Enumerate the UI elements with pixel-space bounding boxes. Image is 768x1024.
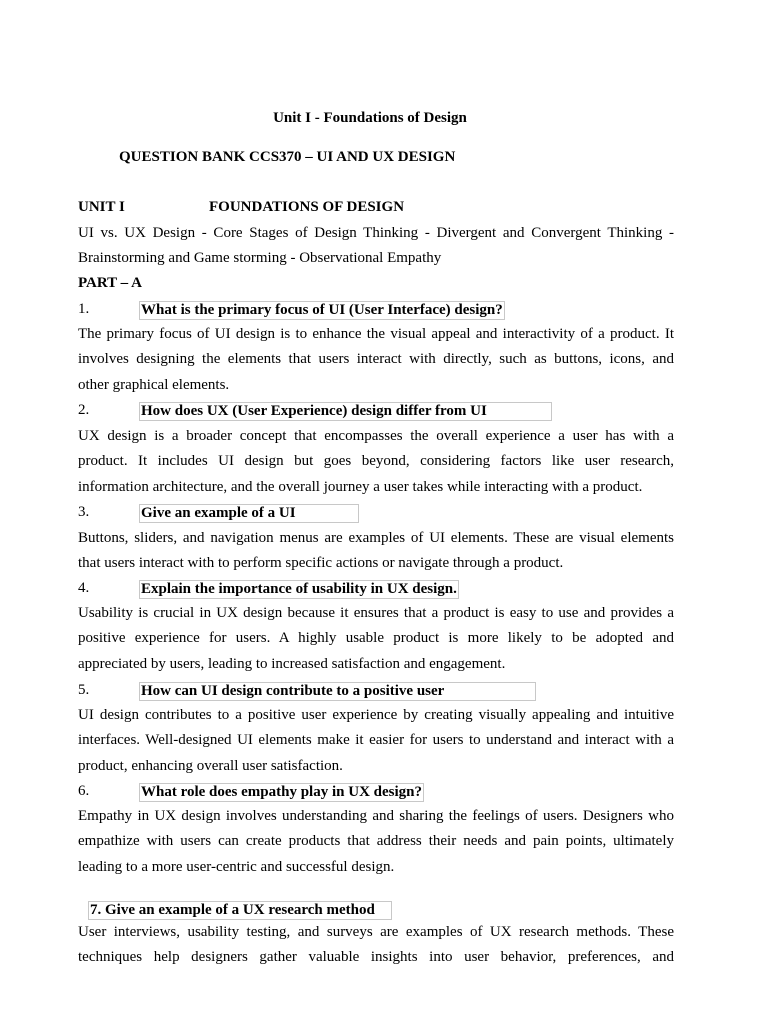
answer-paragraph xyxy=(78,920,674,971)
answer-line: Empathy in UX design involves understanding and sharing the feelings of users. Designers who xyxy=(78,808,674,824)
question-number: 1. xyxy=(78,301,90,317)
answer-paragraph xyxy=(78,601,674,677)
answer-line: positive experience for users. A highly usable product is more likely to be adopted and xyxy=(78,630,674,647)
document-title: Unit I - Foundations of Design xyxy=(273,110,467,126)
unit-name: FOUNDATIONS OF DESIGN xyxy=(209,199,405,215)
answer-line: appreciated by users, leading to increased satisfaction and engagement. xyxy=(78,655,506,672)
question-number: 2. xyxy=(78,402,90,418)
answer-line: interfaces. Well-designed UI elements make it easier for users to understand and interact with a xyxy=(78,732,674,749)
answer-line: Usability is crucial in UX design because it ensures that a product is easy to use and provides a xyxy=(78,605,674,621)
question-item-7 xyxy=(88,901,392,920)
answer-line: User interviews, usability testing, and surveys are examples of UX research methods. These xyxy=(78,924,674,940)
question-number: 7. xyxy=(90,902,102,918)
answer-line: The primary focus of UI design is to enhance the visual appeal and interactivity of a product. It xyxy=(78,326,674,342)
answer-line: information architecture, and the overall journey a user takes while interacting with a product. xyxy=(78,478,643,495)
answer-paragraph xyxy=(78,424,674,500)
question-text: Give an example of a UI xyxy=(139,504,359,523)
answer-line: product, enhancing overall user satisfaction. xyxy=(78,757,343,774)
answer-line: empathize with users can create products that address their needs and pain points, ultimately xyxy=(78,833,674,850)
question-number: 6. xyxy=(78,783,90,799)
question-number: 3. xyxy=(78,504,90,520)
question-bank-title: QUESTION BANK CCS370 – UI AND UX DESIGN xyxy=(119,149,456,165)
answer-line: leading to a more user-centric and successful design. xyxy=(78,858,395,875)
answer-paragraph xyxy=(78,703,674,779)
question-number: 4. xyxy=(78,580,90,596)
unit-topics-line: UI vs. UX Design - Core Stages of Design Thinking - Divergent and Convergent Thinking - xyxy=(78,225,674,241)
answer-line: that users interact with to perform specific actions or navigate through a product. xyxy=(78,555,564,572)
answer-line: UI design contributes to a positive user experience by creating visually appealing and intuitive xyxy=(78,707,674,723)
answer-line: other graphical elements. xyxy=(78,376,230,393)
answer-line: product. It includes UI design but goes beyond, considering factors like user research, xyxy=(78,453,674,470)
answer-paragraph xyxy=(78,526,674,577)
question-text: What role does empathy play in UX design? xyxy=(141,784,423,800)
unit-label: UNIT I xyxy=(78,199,125,215)
unit-topics xyxy=(78,221,674,272)
question-text: Give an example of a UX research method xyxy=(105,902,375,918)
answer-line: Buttons, sliders, and navigation menus are examples of UI elements. These are visual elements xyxy=(78,530,674,546)
part-label: PART – A xyxy=(78,275,142,291)
unit-topics-line: Brainstorming and Game storming - Observational Empathy xyxy=(78,250,442,267)
answer-line: involves designing the elements that users interact with directly, such as buttons, icons, and xyxy=(78,351,674,368)
question-text: Explain the importance of usability in UX design. xyxy=(141,581,457,597)
answer-line: techniques help designers gather valuable insights into user behavior, preferences, and xyxy=(78,949,674,966)
answer-paragraph xyxy=(78,804,674,880)
answer-paragraph xyxy=(78,322,674,398)
question-text: What is the primary focus of UI (User Interface) design? xyxy=(141,302,503,318)
question-number: 5. xyxy=(78,682,90,698)
question-text: How does UX (User Experience) design differ from UI xyxy=(139,402,552,421)
question-text: How can UI design contribute to a positive user xyxy=(139,682,536,701)
answer-line: UX design is a broader concept that encompasses the overall experience a user has with a xyxy=(78,428,674,444)
